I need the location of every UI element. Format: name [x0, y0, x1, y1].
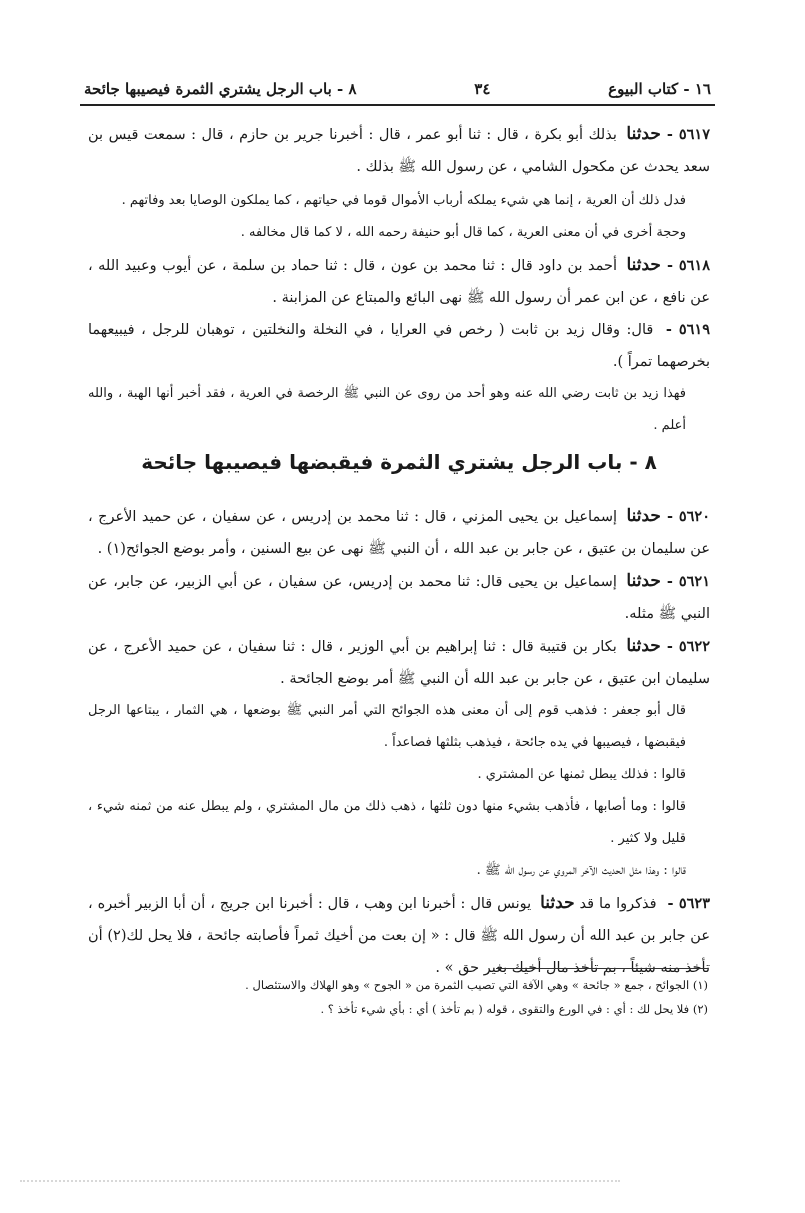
- hadith-number: ٥٦١٨ -: [666, 257, 710, 274]
- hadith-5618: [88, 249, 710, 314]
- footnote-2: (٢) فلا يحل لك : أي : في الورع والتقوى ، قوله ( بم تأخذ ) أي : بأي شيء تأخذ ؟ .: [320, 1002, 708, 1016]
- hadith-text: أحمد بن داود قال : ثنا محمد بن عون ، قال : ثنا حماد بن سلمة ، عن أيوب وعبيد الله ، عن نافع ، عن ابن عمر أن رسول الله ﷺ نهى البائع والمبتاع عن المزابنة .: [88, 258, 710, 306]
- narration-keyword: حدثنا: [626, 255, 661, 275]
- hadith-number: ٥٦٢٠ -: [666, 508, 710, 525]
- narration-keyword: حدثنا: [626, 636, 661, 656]
- scan-edge-artifact: [20, 1180, 620, 1188]
- header-rule: [80, 104, 715, 106]
- hadith-5619: [88, 314, 710, 378]
- hadith-text: بذلك أبو بكرة ، قال : ثنا أبو عمر ، قال : أخبرنا جرير بن حازم ، قال : سمعت قيس بن سعد يحدث عن مكحول الشامي ، عن رسول الله ﷺ بذلك .: [88, 127, 710, 175]
- commentary-3: فهذا زيد بن ثابت رضي الله عنه وهو أحد من روى عن النبي ﷺ الرخصة في العرية ، فقد أخبر أنها الهبة ، والله أعلم .: [88, 386, 686, 433]
- narration-keyword: حدثنا: [540, 893, 575, 913]
- commentary-2: وحجة أخرى في أن معنى العرية ، كما قال أبو حنيفة رحمه الله ، لا كما قال مخالفه .: [240, 225, 686, 240]
- hadith-number: ٥٦١٧ -: [666, 126, 710, 143]
- body-top: [88, 118, 710, 442]
- hadith-text: إسماعيل بن يحيى المزني ، قال : ثنا محمد بن إدريس ، عن سفيان ، عن حميد الأعرج ، عن سليمان بن عتيق ، عن جابر بن عبد الله ، أن النبي ﷺ نهى عن بيع السنين ، وأمر بوضع الجوائح(١) .: [88, 509, 710, 557]
- narration-keyword: حدثنا: [626, 124, 661, 144]
- hadith-number: ٥٦٢٣ -: [667, 895, 711, 912]
- commentary-4: قال أبو جعفر : فذهب قوم إلى أن معنى هذه الجوائح التي أمر النبي ﷺ بوضعها ، هي الثمار ، يبتاعها الرجل فيقبضها ، فيصيبها في يده جائحة ، فيذهب بثلثها فصاعداً .: [88, 703, 686, 750]
- header-book-title: ١٦ - كتاب البيوع: [608, 80, 711, 98]
- body-bottom: [88, 500, 710, 984]
- narration-keyword: حدثنا: [626, 571, 661, 591]
- hadith-prefix: فذكروا ما قد: [579, 896, 657, 912]
- hadith-5617: [88, 118, 710, 183]
- hadith-number: ٥٦١٩ -: [665, 321, 710, 338]
- footnote-rule: [496, 968, 708, 969]
- commentary-1: فدل ذلك أن العرية ، إنما هي شيء يملكه أرباب الأموال قوما في حياتهم ، كما يملكون الوصايا بعد وفاتهم .: [121, 193, 686, 208]
- commentary-6: قالوا : وما أصابها ، فأذهب بشيء منها دون ثلثها ، ذهب ذلك من مال المشتري ، ولم يبطل عنه من ثمنه شيء ، قليل ولا كثير .: [88, 799, 686, 846]
- page-number: ٣٤: [474, 80, 491, 98]
- hadith-text: يونس قال : أخبرنا ابن وهب ، قال : أخبرنا ابن جريج ، أن أبا الزبير أخبره ، عن جابر بن عبد الله أن رسول الله ﷺ قال : « إن بعت من أخيك ثمراً فأصابته جائحة ، فلا يحل لك(٢) أن تأخذ منه شيئاً ، بم تأخذ مال أخيك بغير حق » .: [88, 896, 710, 976]
- hadith-text: قال: وقال زيد بن ثابت ( رخص في العرايا ، في النخلة والنخلتين ، توهبان للرجل ، فيبيعهما بخرصهما تمراً ).: [88, 322, 710, 370]
- commentary-7: قالوا : وهذا مثل الحديث الآخر المروي عن رسول الله ﷺ .: [476, 863, 686, 878]
- hadith-5623: [88, 887, 710, 984]
- running-header: [84, 76, 711, 102]
- footnote-1: (١) الجوائح ، جمع « جائحة » وهي الآفة التي تصيب الثمرة من « الجوح » وهو الهلاك والاستئصال .: [245, 978, 708, 992]
- header-chapter-title: ٨ - باب الرجل يشتري الثمرة فيصيبها جائحة: [84, 80, 357, 98]
- hadith-text: إسماعيل بن يحيى قال: ثنا محمد بن إدريس، عن سفيان ، عن أبي الزبير، عن جابر، عن النبي ﷺ مثله.: [88, 574, 710, 622]
- section-title: ٨ - باب الرجل يشتري الثمرة فيقبضها فيصيبها جائحة: [141, 450, 657, 474]
- hadith-number: ٥٦٢١ -: [666, 573, 711, 590]
- hadith-5622: [88, 630, 710, 695]
- narration-keyword: حدثنا: [626, 506, 661, 526]
- hadith-5620: [88, 500, 710, 565]
- hadith-5621: [88, 565, 710, 630]
- commentary-5: قالوا : فذلك يبطل ثمنها عن المشتري .: [477, 767, 686, 782]
- hadith-text: بكار بن قتيبة قال : ثنا إبراهيم بن أبي الوزير ، قال : ثنا سفيان ، عن حميد الأعرج ، عن سليمان ابن عتيق ، عن جابر بن عبد الله أن النبي ﷺ أمر بوضع الجائحة .: [88, 639, 710, 687]
- hadith-number: ٥٦٢٢ -: [666, 638, 710, 655]
